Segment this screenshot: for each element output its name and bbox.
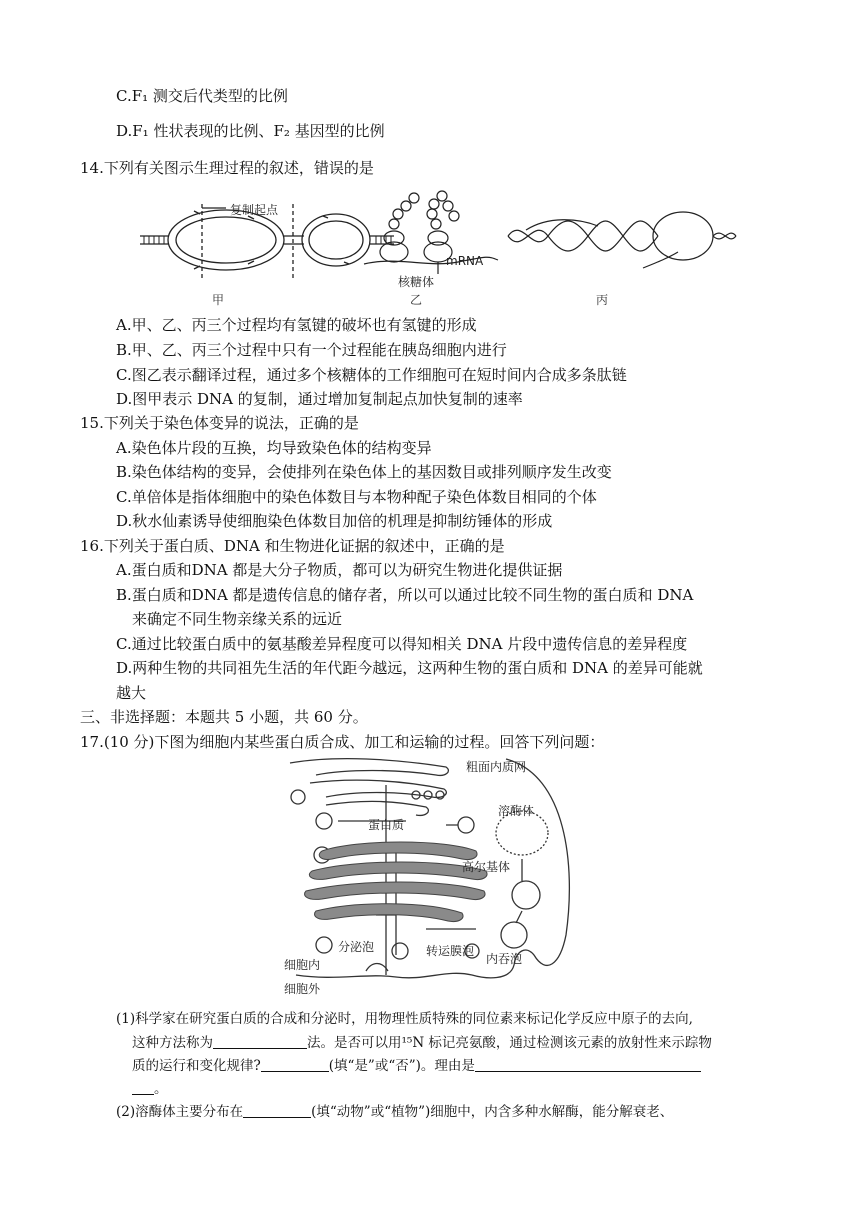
q14-figure xyxy=(138,186,738,314)
q17-p1-line4 xyxy=(132,1079,168,1099)
q16-option-a: A.蛋白质和DNA 都是大分子物质，都可以为研究生物进化提供证据 xyxy=(116,561,563,579)
q17-p2-line1 xyxy=(116,1102,673,1122)
q15-option-d: D.秋水仙素诱导使细胞染色体数目加倍的机理是抑制纺锤体的形成 xyxy=(116,512,553,530)
yes-no-answer-blank[interactable] xyxy=(261,1056,329,1072)
endocytic-vesicle-label: 内吞泡 xyxy=(486,952,523,966)
q17-p1-line2 xyxy=(132,1033,712,1053)
ribosome-label: 核糖体 xyxy=(398,275,435,289)
protein-label: 蛋白质 xyxy=(368,818,405,832)
cell-type-answer-blank[interactable] xyxy=(243,1102,311,1118)
q17-p2-a: (2)溶酶体主要分布在 xyxy=(116,1104,244,1120)
q17-cell-figure xyxy=(276,755,584,1001)
yi-label: 乙 xyxy=(410,293,423,307)
helix-diagram xyxy=(508,212,736,268)
bing-label: 丙 xyxy=(596,293,609,307)
origin-label: 复制起点 xyxy=(230,203,279,217)
option-d-prev: D.F₁ 性状表现的比例、F₂ 基因型的比例 xyxy=(116,122,385,140)
q14-option-c: C.图乙表示翻译过程，通过多个核糖体的工作细胞可在短时间内合成多条肽链 xyxy=(116,366,627,384)
q16-stem: 16.下列关于蛋白质、DNA 和生物进化证据的叙述中，正确的是 xyxy=(80,537,505,555)
q17-p2-b: (填“动物”或“植物”)细胞中，内含多种水解酶，能分解衰老、 xyxy=(311,1104,674,1120)
q15-option-b: B.染色体结构的变异，会使排列在染色体上的基因数目或排列顺序发生改变 xyxy=(116,463,612,481)
reason-answer-blank[interactable] xyxy=(475,1056,701,1072)
rer-label: 粗面内质网 xyxy=(466,760,527,774)
jia-label: 甲 xyxy=(212,293,225,307)
transport-vesicle-label: 转运膜泡 xyxy=(426,944,475,958)
q15-option-c: C.单倍体是指体细胞中的染色体数目与本物种配子染色体数目相同的个体 xyxy=(116,488,597,506)
reason-answer-blank-cont[interactable] xyxy=(132,1079,154,1095)
method-answer-blank[interactable] xyxy=(213,1033,307,1049)
q17-p1-line2-a: 这种方法称为 xyxy=(132,1035,213,1051)
inside-cell-label: 细胞内 xyxy=(284,958,321,972)
q16-option-d-line2: 越大 xyxy=(116,684,147,702)
q14-stem: 14.下列有关图示生理过程的叙述，错误的是 xyxy=(80,159,374,177)
q14-option-a: A.甲、乙、丙三个过程均有氢键的破坏也有氢键的形成 xyxy=(116,316,477,334)
q15-stem: 15.下列关于染色体变异的说法，正确的是 xyxy=(80,414,359,432)
q16-option-b-line2: 来确定不同生物亲缘关系的远近 xyxy=(132,610,343,628)
q15-option-a: A.染色体片段的互换，均导致染色体的结构变异 xyxy=(116,439,432,457)
outside-cell-label: 细胞外 xyxy=(284,982,321,996)
golgi-label: 高尔基体 xyxy=(462,860,511,874)
q17-p1-line3-a: 质的运行和变化规律? xyxy=(132,1058,261,1074)
section-3-heading: 三、非选择题：本题共 5 小题，共 60 分。 xyxy=(80,708,368,726)
q16-option-d-line1: D.两种生物的共同祖先生活的年代距今越远，这两种生物的蛋白质和 DNA 的差异可能就 xyxy=(116,659,703,677)
lysosome-label: 溶酶体 xyxy=(498,804,535,818)
option-c-prev: C.F₁ 测交后代类型的比例 xyxy=(116,87,288,105)
q16-option-b-line1: B.蛋白质和DNA 都是遗传信息的储存者，所以可以通过比较不同生物的蛋白质和 DNA xyxy=(116,586,694,604)
q17-p1-line4-end: 。 xyxy=(154,1081,168,1097)
q17-p1-line3 xyxy=(132,1056,701,1076)
mrna-label: mRNA xyxy=(446,254,484,268)
q16-option-c: C.通过比较蛋白质中的氨基酸差异程度可以得知相关 DNA 片段中遗传信息的差异程度 xyxy=(116,635,688,653)
q17-p1-line3-b: (填“是”或“否”)。理由是 xyxy=(328,1058,475,1074)
q14-option-b: B.甲、乙、丙三个过程中只有一个过程能在胰岛细胞内进行 xyxy=(116,341,507,359)
q17-p1-line2-b: 法。是否可以用¹⁵N 标记亮氨酸，通过检测该元素的放射性来示踪物 xyxy=(307,1035,712,1051)
q17-p1-line1: (1)科学家在研究蛋白质的合成和分泌时，用物理性质特殊的同位素来标记化学反应中原子的去向, xyxy=(116,1011,693,1027)
q14-option-d: D.图甲表示 DNA 的复制，通过增加复制起点加快复制的速率 xyxy=(116,390,523,408)
q17-stem: 17.(10 分)下图为细胞内某些蛋白质合成、加工和运输的过程。回答下列问题： xyxy=(80,733,605,751)
secretory-vesicle-label: 分泌泡 xyxy=(338,940,375,954)
